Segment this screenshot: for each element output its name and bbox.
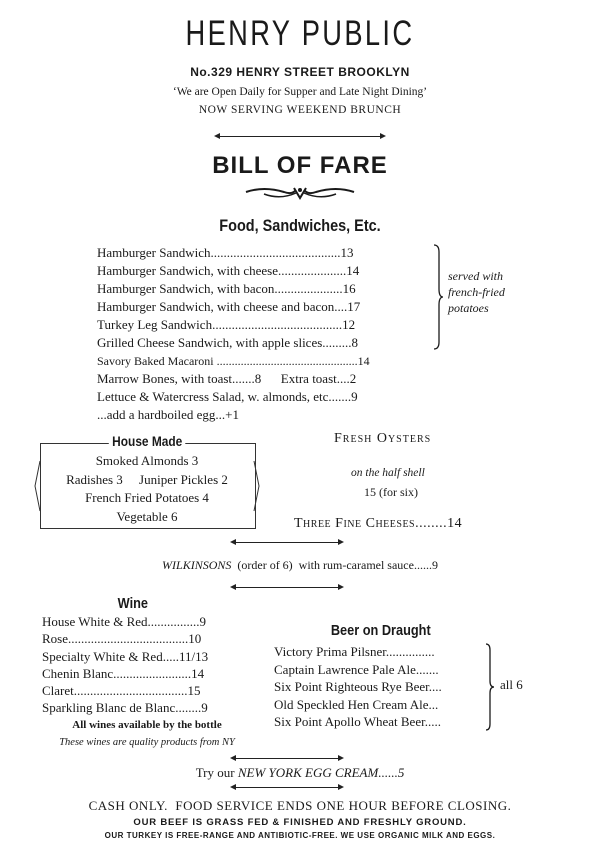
oysters-style: on the half shell (351, 467, 425, 479)
egg-cream-name: NEW YORK EGG CREAM (237, 765, 379, 780)
house-made-heading: House Made (109, 433, 186, 449)
egg-cream-price: ......5 (378, 765, 405, 780)
oysters-heading: Fresh Oysters (334, 431, 432, 446)
house-made-item: Radishes 3 Juniper Pickles 2 (66, 471, 228, 487)
beer-item: Six Point Apollo Wheat Beer..... (274, 714, 441, 729)
wine-list (42, 613, 208, 717)
food-item: Hamburger Sandwich........................................13 (97, 245, 354, 260)
food-item: Savory Baked Macaroni ...............................................14 (97, 354, 370, 368)
food-item: Hamburger Sandwich, with cheese.....................14 (97, 263, 360, 278)
divider-rule (232, 787, 342, 788)
address: No.329 HENRY STREET BROOKLYN (190, 65, 410, 79)
wine-heading: Wine (117, 595, 149, 612)
served-note-line: french-fried (448, 285, 505, 299)
served-note-line: potatoes (448, 301, 489, 315)
beer-item: Captain Lawrence Pale Ale....... (274, 661, 439, 677)
beer-list (274, 643, 442, 731)
food-item: Hamburger Sandwich, with bacon.....................16 (97, 281, 356, 296)
wine-item: Sparkling Blanc de Blanc........9 (42, 700, 208, 716)
divider-rule (232, 758, 342, 759)
cheeses-item: Three Fine Cheeses........14 (294, 516, 463, 531)
wine-item: Chenin Blanc........................14 (42, 665, 205, 681)
wine-item: Specialty White & Red.....11/13 (42, 648, 209, 664)
bill-of-fare-title: BILL OF FARE (212, 152, 388, 179)
wine-item: Claret...................................15 (42, 683, 201, 699)
beer-item: Victory Prima Pilsner............... (274, 644, 435, 659)
beer-item: Six Point Righteous Rye Beer.... (274, 679, 442, 694)
brunch-notice: NOW SERVING WEEKEND BRUNCH (198, 104, 402, 116)
divider-rule (232, 587, 342, 588)
turkey-notice: OUR TURKEY IS FREE-RANGE AND ANTIBIOTIC-FREE. WE USE ORGANIC MILK AND EGGS. (104, 831, 496, 840)
ornament-flourish-icon (244, 184, 356, 202)
house-made-item: Vegetable 6 (116, 508, 178, 524)
food-item: ...add a hardboiled egg...+1 (97, 407, 239, 422)
food-section-heading: Food, Sandwiches, Etc. (219, 216, 381, 235)
egg-cream-prefix: Try our (195, 765, 238, 780)
egg-cream-line (0, 765, 600, 781)
house-made-item: French Fried Potatoes 4 (85, 490, 209, 505)
cash-only-notice: CASH ONLY. FOOD SERVICE ENDS ONE HOUR BEFORE CLOSING. (88, 798, 512, 813)
food-item: Marrow Bones, with toast.......8 Extra toast....2 (97, 371, 357, 386)
wilkinsons-name: WILKINSONS (162, 558, 232, 572)
divider-rule (216, 136, 384, 137)
house-made-item: Smoked Almonds 3 (95, 453, 199, 468)
brace-icon (484, 643, 496, 731)
house-made-list (40, 452, 254, 526)
beer-item: Old Speckled Hen Cream Ale... (274, 696, 439, 712)
beer-heading: Beer on Draught (330, 622, 431, 639)
served-note-line: served with (448, 269, 503, 283)
food-item: Turkey Leg Sandwich........................................12 (97, 317, 356, 332)
beef-notice: OUR BEEF IS GRASS FED & FINISHED AND FRESHLY GROUND. (133, 817, 467, 828)
food-item: Lettuce & Watercress Salad, w. almonds, etc.......9 (97, 389, 358, 404)
brace-icon (432, 244, 444, 350)
wine-quality-note: These wines are quality products from NY (59, 737, 235, 748)
wine-bottle-note: All wines available by the bottle (72, 719, 222, 731)
wilkinsons-detail: (order of 6) with rum-caramel sauce......9 (231, 558, 438, 572)
restaurant-title: HENRY PUBLIC (185, 14, 415, 53)
tagline: ‘We are Open Daily for Supper and Late Night Dining’ (172, 86, 428, 98)
oysters-price: 15 (for six) (364, 485, 418, 499)
wine-item: Rose.....................................10 (42, 631, 202, 647)
divider-rule (232, 542, 342, 543)
food-item: Hamburger Sandwich, with cheese and bacon....17 (97, 299, 361, 314)
food-item: Grilled Cheese Sandwich, with apple slices.........8 (97, 335, 359, 350)
food-list (97, 244, 370, 424)
wilkinsons-item (0, 558, 600, 573)
served-with-note (448, 268, 505, 316)
wine-item: House White & Red................9 (42, 614, 207, 629)
beer-price-note: all 6 (500, 677, 523, 692)
